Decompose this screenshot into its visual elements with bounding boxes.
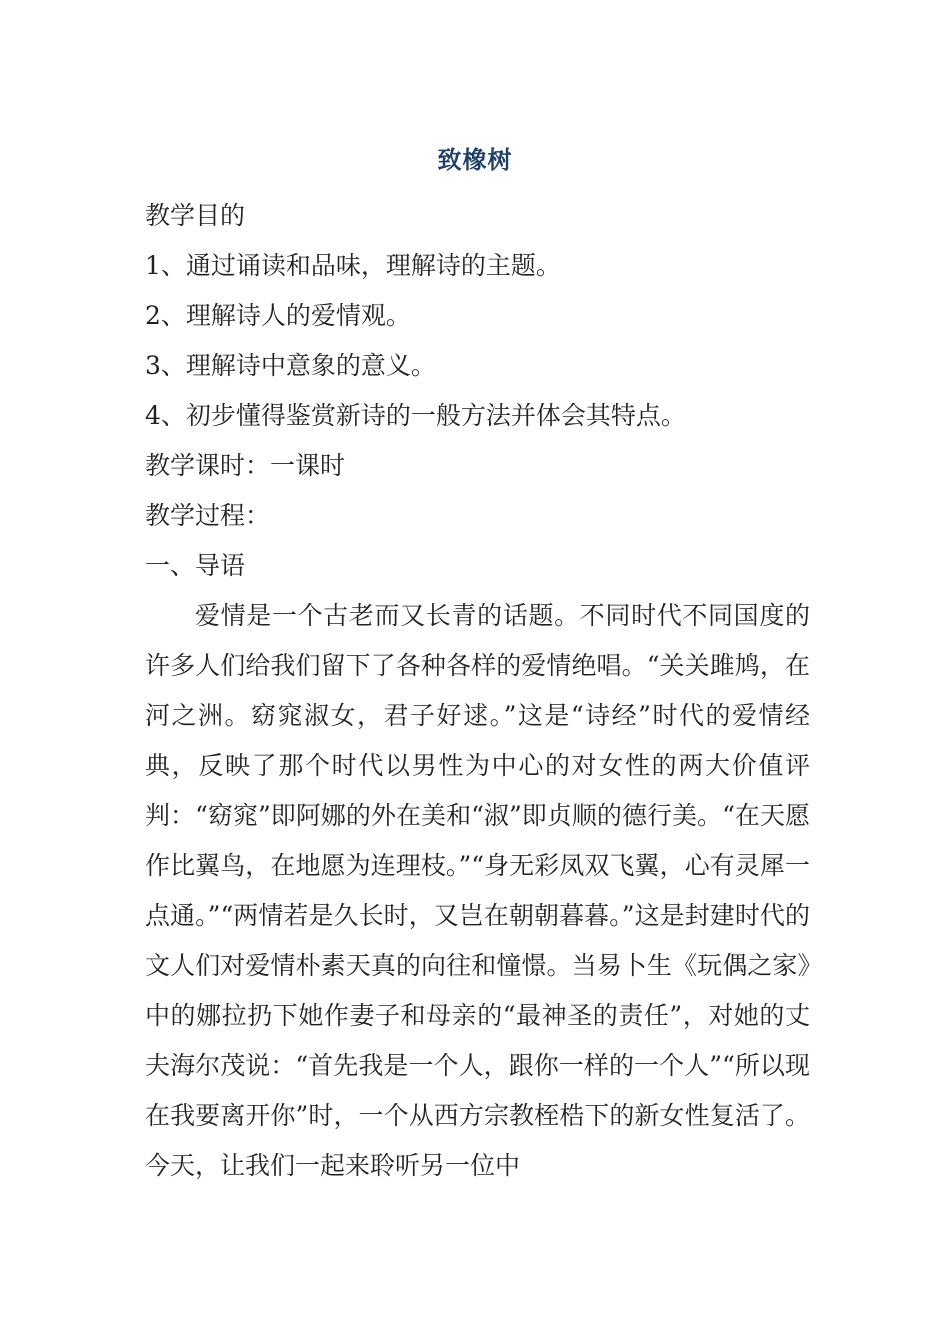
document-title: 致橡树: [437, 146, 513, 174]
section-heading-process: 教学过程：: [145, 501, 271, 530]
intro-paragraph: 爱情是一个古老而又长青的话题。不同时代不同国度的许多人们给我们留下了各种各样的爱情绝唱。“关关雎鸠，在河之洲。窈窕淑女，君子好逑。”这是“诗经”时代的爱情经典，反映了那个时代以男性为中心的对女性的两大价值评判：“窈窕”即阿娜的外在美和“淑”即贞顺的德行美。“在天愿作比翼鸟，在地愿为连理枝。”“身无彩凤双飞翼，心有灵犀一点通。”“两情若是久长时，又岂在朝朝暮暮。”这是封建时代的文人们对爱情朴素天真的向往和憧憬。当易卜生《玩偶之家》中的娜拉扔下她作妻子和母亲的“最神圣的责任”，对她的丈夫海尔茂说：“首先我是一个人，跟你一样的一个人”“所以现在我要离开你”时，一个从西方宗教桎梏下的新女性复活了。今天，让我们一起来聆听另一位中: [145, 601, 810, 1180]
document-body: [145, 191, 810, 1191]
lesson-hours: 教学课时：一课时: [145, 451, 346, 480]
section-heading-objectives: 教学目的: [145, 201, 246, 230]
section-heading-intro: 一、导语: [145, 551, 246, 580]
objective-item: 1、通过诵读和品味，理解诗的主题。: [145, 251, 561, 280]
objective-item: 3、理解诗中意象的意义。: [145, 351, 436, 380]
objective-item: 4、初步懂得鉴赏新诗的一般方法并体会其特点。: [145, 401, 686, 430]
objective-item: 2、理解诗人的爱情观。: [145, 301, 411, 330]
